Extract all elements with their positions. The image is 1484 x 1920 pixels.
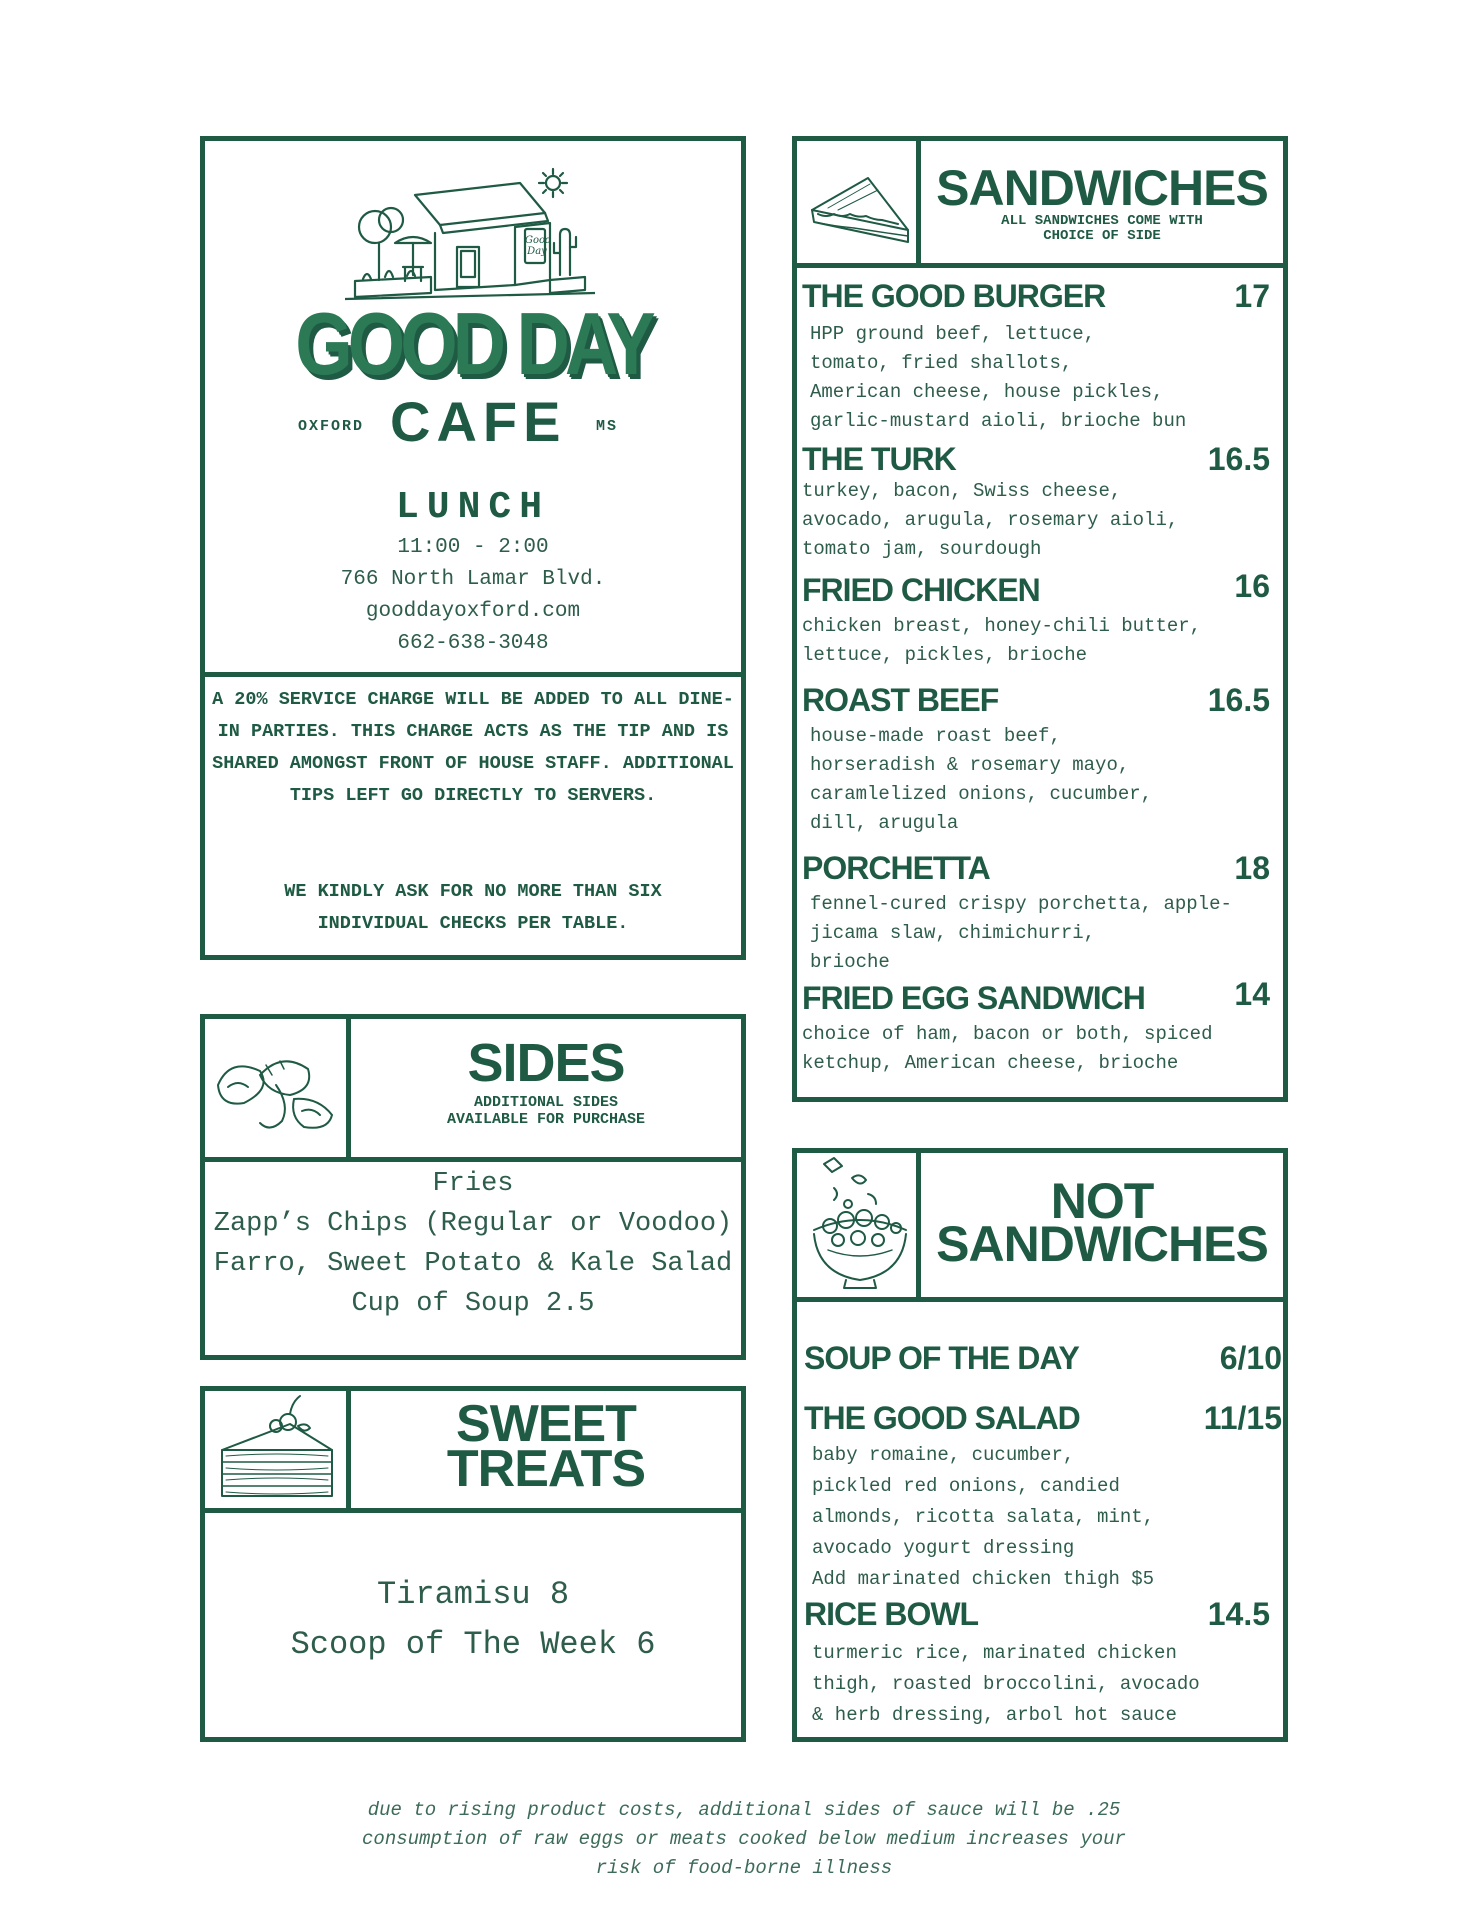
menu-item-name: ROAST BEEF [802, 682, 999, 718]
hours: 11:00 - 2:00 [397, 536, 549, 559]
menu-item-price: 14.5 [1207, 1596, 1270, 1632]
menu-item-price: 16.5 [1207, 682, 1270, 718]
footer-raw-warning-cont: risk of food-borne illness [595, 1857, 893, 1879]
not-sandwiches-divider [792, 1297, 1288, 1302]
footer-raw-warning: consumption of raw eggs or meats cooked below medium increases your [362, 1828, 1126, 1850]
salad-bowl-icon [808, 1154, 912, 1294]
menu-item-desc: chicken breast, honey-chili butter, lettuce, pickles, brioche [802, 615, 1202, 666]
sides-list [205, 1164, 741, 1324]
menu-item-name: THE GOOD SALAD [804, 1400, 1080, 1436]
sandwich-icon [808, 170, 912, 248]
list-item: Tiramisu 8 [376, 1576, 570, 1613]
logo-cafe: CAFE [390, 390, 567, 453]
menu-item-name: THE GOOD BURGER [802, 278, 1106, 314]
menu-item-desc: house-made roast beef, horseradish & rosemary mayo, caramlelized onions, cucumber, dill, arugula [810, 725, 1153, 834]
menu-item-name: THE TURK [802, 441, 956, 477]
sides-subtitle: ADDITIONAL SIDES AVAILABLE FOR PURCHASE [446, 1094, 646, 1129]
chips-icon [210, 1045, 340, 1135]
not-sandwiches-title: NOT SANDWICHES [936, 1173, 1268, 1272]
menu-item-desc: HPP ground beef, lettuce, tomato, fried shallots, American cheese, house pickles, garlic-mustard aioli, brioche bun [810, 323, 1187, 432]
sandwiches-subtitle: ALL SANDWICHES COME WITH CHOICE OF SIDE [1001, 213, 1203, 245]
meal-title: LUNCH [395, 486, 551, 529]
cafe-building-icon [345, 165, 595, 305]
list-item: Cup of Soup 2.5 [351, 1289, 595, 1319]
sweets-title: SWEET TREATS [446, 1395, 646, 1498]
footer-note [200, 1796, 1288, 1883]
menu-item-desc: turkey, bacon, Swiss cheese, avocado, arugula, rosemary aioli, tomato jam, sourdough [802, 480, 1179, 560]
menu-item-price: 17 [1234, 278, 1270, 314]
service-charge-notice: A 20% SERVICE CHARGE WILL BE ADDED TO ALL DINE-IN PARTIES. THIS CHARGE ACTS AS THE TIP AND IS SHARED AMONGST FRONT OF HOUSE STAFF. ADDITIONAL TIPS LEFT GO DIRECTLY TO SERVERS. [212, 689, 734, 806]
sandwiches-divider [792, 263, 1288, 268]
sweets-list [205, 1570, 741, 1670]
sign-text: Good Day [525, 235, 552, 257]
menu-item-price: 16 [1234, 568, 1270, 604]
checks-notice: WE KINDLY ASK FOR NO MORE THAN SIX INDIVIDUAL CHECKS PER TABLE. [284, 881, 662, 934]
sandwiches-title: SANDWICHES [936, 160, 1268, 216]
menu-item-price: 14 [1234, 976, 1270, 1012]
menu-item-name: FRIED CHICKEN [802, 572, 1040, 608]
menu-item-desc: baby romaine, cucumber, pickled red onions, candied almonds, ricotta salata, mint, avocado yogurt dressing Add marinated chicken thigh $5 [812, 1444, 1155, 1590]
logo-good-day: GOOD DAY [295, 294, 651, 393]
list-item: Farro, Sweet Potato & Kale Salad [213, 1249, 733, 1279]
logo-state: MS [596, 418, 619, 435]
menu-item-name: RICE BOWL [804, 1596, 979, 1632]
logo-city: OXFORD [298, 418, 365, 435]
menu-item-price: 11/15 [1203, 1400, 1282, 1436]
footer-sauce-note: due to rising product costs, additional sides of sauce will be .25 [367, 1799, 1121, 1821]
menu-item-price: 6/10 [1219, 1340, 1282, 1376]
menu-item-name: SOUP OF THE DAY [804, 1340, 1079, 1376]
menu-item-desc: turmeric rice, marinated chicken thigh, roasted broccolini, avocado & herb dressing, arbol hot sauce [812, 1642, 1200, 1726]
website: gooddayoxford.com [365, 600, 581, 623]
menu-item-name: PORCHETTA [802, 850, 990, 886]
cake-slice-icon [216, 1392, 340, 1504]
menu-item-price: 18 [1234, 850, 1270, 886]
list-item: Fries [432, 1169, 514, 1199]
menu-item-desc: choice of ham, bacon or both, spiced ketchup, American cheese, brioche [802, 1023, 1213, 1074]
phone: 662-638-3048 [397, 632, 549, 655]
info-divider [200, 672, 746, 677]
menu-item-desc: fennel-cured crispy porchetta, apple- jicama slaw, chimichurri, brioche [810, 893, 1232, 973]
sides-title: SIDES [467, 1033, 625, 1093]
menu-item-price: 16.5 [1207, 441, 1270, 477]
menu-item-name: FRIED EGG SANDWICH [802, 980, 1145, 1016]
sides-divider [200, 1157, 746, 1162]
sweets-divider [200, 1508, 746, 1513]
address: 766 North Lamar Blvd. [340, 568, 606, 591]
list-item: Scoop of The Week 6 [290, 1626, 656, 1663]
list-item: Zapp’s Chips (Regular or Voodoo) [213, 1209, 733, 1239]
